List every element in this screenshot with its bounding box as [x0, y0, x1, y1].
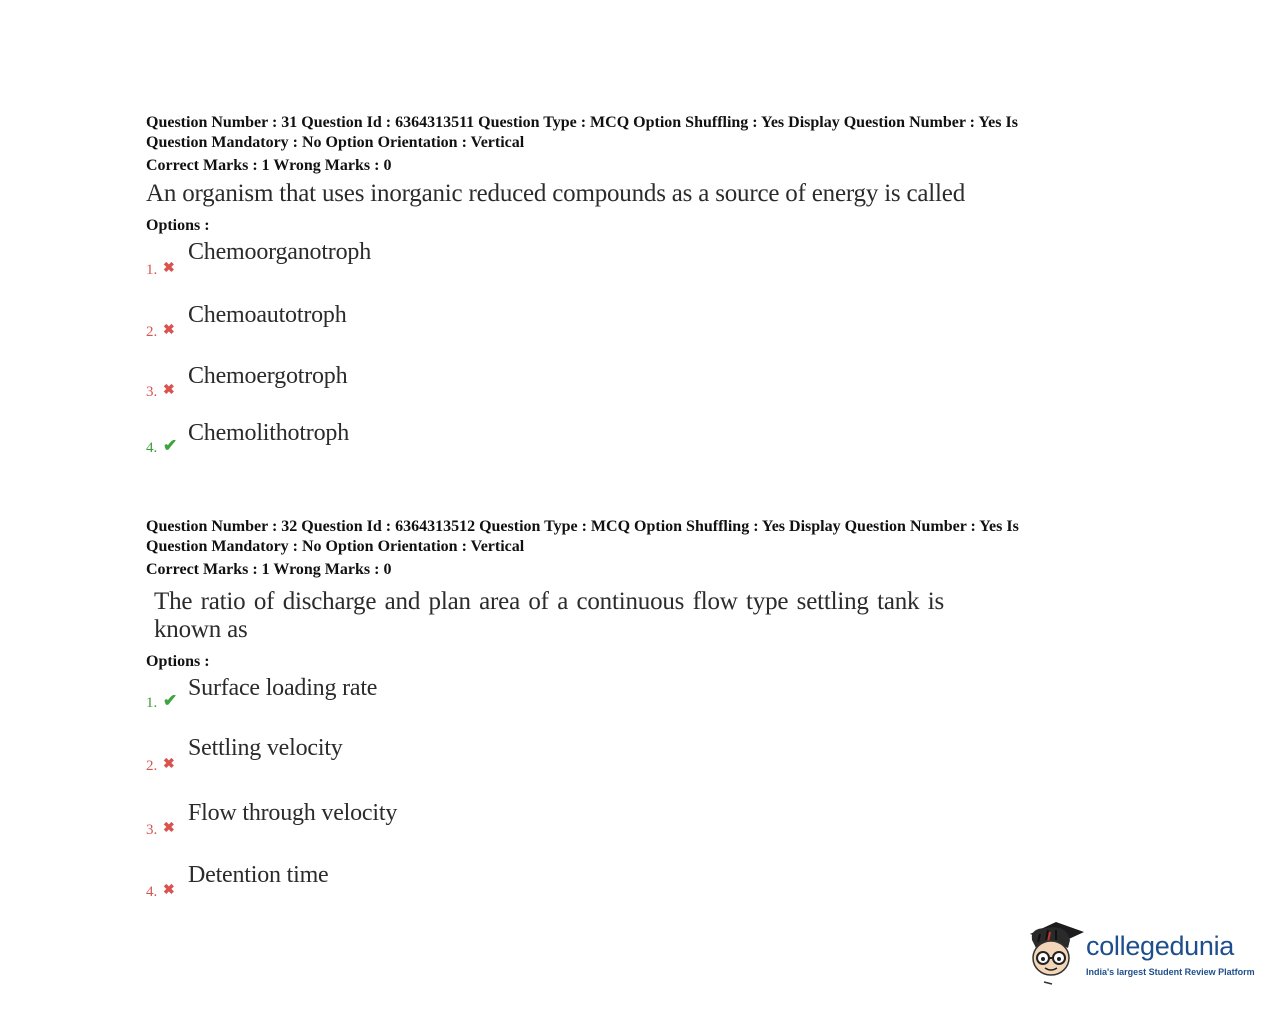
option-2 [146, 296, 1106, 356]
question-meta: Question Number : 31 Question Id : 6364313511 Question Type : MCQ Option Shuffling : Yes Display Question Number : Yes Is Question Mandatory : No Option Orientation : Vertical [146, 114, 1018, 151]
mascot-icon [1026, 918, 1086, 988]
option-number: 1. [146, 262, 158, 278]
cross-icon: ✖ [163, 323, 175, 338]
option-2 [146, 732, 1106, 792]
options-list [146, 236, 1106, 476]
option-number: 4. [146, 884, 158, 900]
option-number: 4. [146, 440, 158, 456]
option-number: 1. [146, 695, 158, 711]
option-4 [146, 852, 1106, 912]
options-label: Options : [146, 217, 210, 234]
collegedunia-logo [1026, 918, 1256, 988]
option-text: Chemoorganotroph [188, 239, 371, 265]
option-4 [146, 416, 1106, 476]
cross-icon: ✖ [163, 821, 175, 836]
option-text: Chemoautotroph [188, 302, 347, 328]
question-31 [146, 113, 1106, 476]
option-text: Flow through velocity [188, 800, 398, 826]
cross-icon: ✖ [163, 261, 175, 276]
option-number: 3. [146, 384, 158, 400]
option-number: 2. [146, 324, 158, 340]
brand-name: collegedunia [1086, 931, 1235, 961]
cross-icon: ✖ [163, 757, 175, 772]
question-meta: Question Number : 32 Question Id : 6364313512 Question Type : MCQ Option Shuffling : Yes Display Question Number : Yes Is Question Mandatory : No Option Orientation : Vertical [146, 518, 1019, 555]
cross-icon: ✖ [163, 383, 175, 398]
option-1 [146, 672, 1106, 732]
option-text: Settling velocity [188, 735, 343, 761]
cross-icon: ✖ [163, 883, 175, 898]
question-text: An organism that uses inorganic reduced compounds as a source of energy is called [146, 180, 965, 207]
option-1 [146, 236, 1106, 296]
options-label: Options : [146, 653, 210, 670]
question-text: The ratio of discharge and plan area of a continuous flow type settling tank is known as [154, 588, 944, 643]
check-icon: ✔ [163, 436, 178, 455]
question-marks: Correct Marks : 1 Wrong Marks : 0 [146, 561, 392, 578]
option-text: Chemoergotroph [188, 363, 348, 389]
option-3 [146, 356, 1106, 416]
option-text: Chemolithotroph [188, 420, 349, 446]
option-text: Detention time [188, 862, 329, 888]
question-32 [146, 517, 1106, 912]
check-icon: ✔ [163, 691, 178, 710]
brand-tagline: India's largest Student Review Platform [1086, 967, 1255, 977]
option-number: 3. [146, 822, 158, 838]
option-3 [146, 792, 1106, 852]
options-list [146, 672, 1106, 912]
option-text: Surface loading rate [188, 675, 378, 701]
question-marks: Correct Marks : 1 Wrong Marks : 0 [146, 157, 392, 174]
option-number: 2. [146, 758, 158, 774]
